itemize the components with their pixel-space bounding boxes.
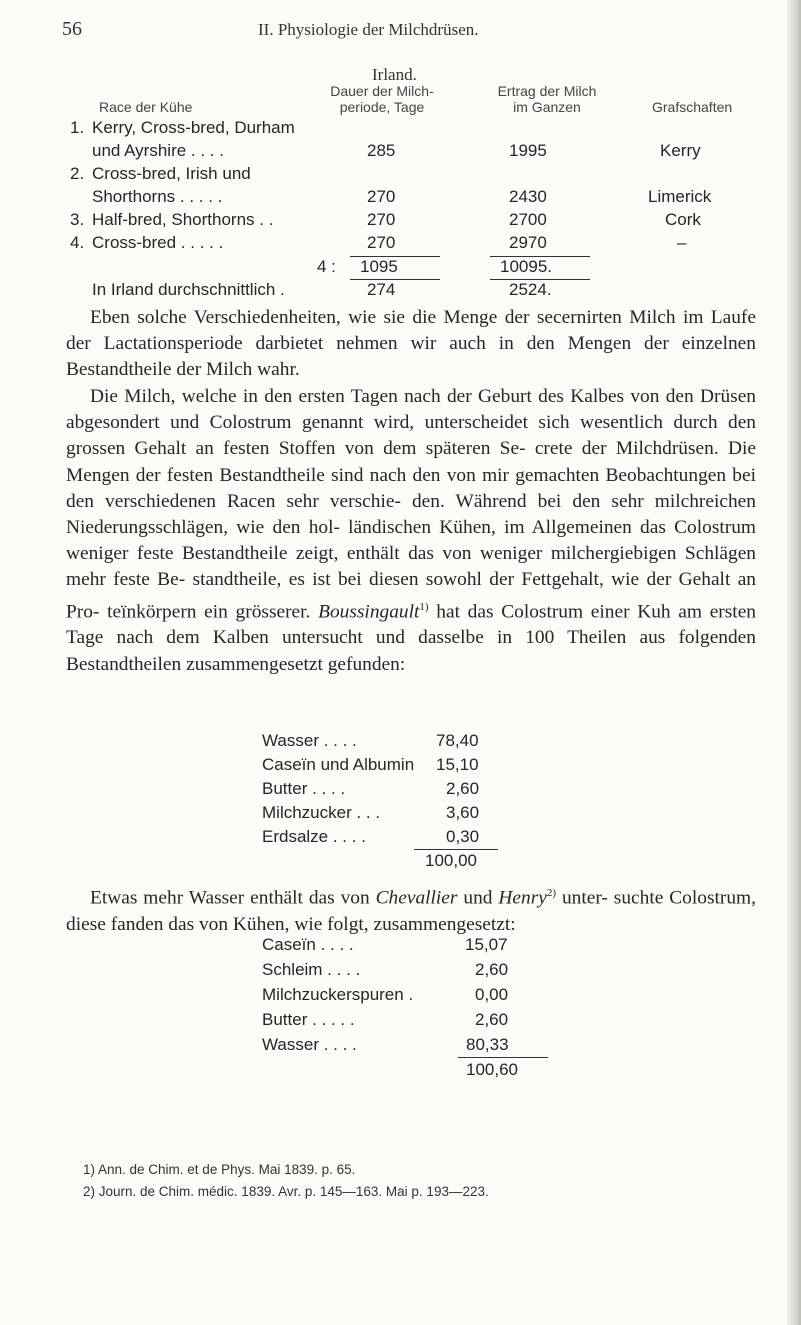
row-2-name-line1: Cross-bred, Irish und [92, 164, 251, 183]
list-2-item-5-value: 80,33 [466, 1035, 509, 1054]
list-1-item-4-label: Milchzucker . . . [262, 803, 381, 822]
average-label: In Irland durchschnittlich . [92, 280, 285, 299]
author-boussingault: Boussingault [318, 601, 420, 623]
list-1-item-2-value: 15,10 [436, 755, 479, 774]
footnote-2: 2) Journ. de Chim. médic. 1839. Avr. p. 145—163. Mai p. 193—223. [83, 1184, 489, 1199]
col-header-yield-line1: Ertrag der Milch [497, 83, 597, 99]
author-chevallier: Chevallier [375, 887, 458, 909]
list-2-item-4-value: 2,60 [475, 1010, 509, 1029]
paragraph-2-text-a: Die Milch, welche in den ersten Tagen nach der Geburt des Kalbes von den Drüsen abgesondert und Colostrum genannt wird, unterscheidet sich wesentlich durch den grossen Gehalt an festen Stoffen von dem späteren Se- crete der Milchdrüsen. Die Mengen der festen Bestandtheile sind nach den von mir gemachten Beobachtungen bei den verschiedenen Racen sehr verschie- den. Während bei den sehr milchreichen Niederungsschlägen, wie den hol- ländischen Kühen, im Allgemeinen das Colostrum weniger feste Bestandtheile zeigt, enthält das von weniger milchergiebigen Schlägen mehr feste Be- standtheile, es ist bei diesen sowohl der Fettgehalt, wie der Gehalt an Pro- teïnkörpern ein grösserer. [66, 386, 756, 623]
sum-days: 1095 [360, 257, 398, 276]
list-1-item-1-label: Wasser . . . . [262, 731, 357, 750]
row-1-yield: 1995 [509, 141, 547, 160]
list-2-item-2-value: 2,60 [475, 960, 509, 979]
list-1-total: 100,00 [425, 851, 477, 870]
row-3-county: Cork [665, 210, 701, 229]
author-henry: Henry [498, 887, 547, 909]
sum-yield: 10095. [500, 257, 552, 276]
list-2-item-5-label: Wasser . . . . [262, 1035, 357, 1054]
average-yield: 2524. [509, 280, 552, 299]
row-2-number: 2. [70, 164, 85, 183]
row-2-yield: 2430 [509, 187, 547, 206]
page-edge-shadow [787, 0, 801, 1325]
paragraph-3-and: und [463, 887, 493, 909]
paragraph-2-text-b: hat das Colostrum einer Kuh am ersten Tage nach dem Kalben untersucht und dasselbe in 100 Theilen aus folgenden Bestandtheilen zusammengesetzt gefunden: [66, 601, 756, 675]
col-header-period-line2: periode, Tage [339, 99, 425, 115]
list-2-item-4-label: Butter . . . . . [262, 1010, 355, 1029]
list-1-item-3-value: 2,60 [446, 779, 480, 798]
row-2-county: Limerick [648, 187, 712, 206]
paragraph-2 [66, 384, 756, 678]
row-1-county: Kerry [660, 141, 701, 160]
page-number: 56 [62, 18, 82, 40]
row-3-number: 3. [70, 210, 85, 229]
footnote-ref-2: 2) [546, 887, 557, 899]
row-2-days: 270 [367, 187, 396, 206]
col-header-county: Grafschaften [652, 99, 733, 115]
col-header-yield [487, 83, 607, 115]
list-1-item-1-value: 78,40 [436, 731, 479, 750]
row-1-number: 1. [70, 118, 85, 137]
row-4-days: 270 [367, 233, 396, 252]
col-header-period-line1: Dauer der Milch- [330, 83, 434, 99]
paragraph-1: Eben solche Verschiedenheiten, wie sie die Menge der secernirten Milch im Laufe der Lactationsperiode darbietet nehmen wir auch in den Mengen der einzelnen Bestandtheile der Milch wahr. [66, 307, 756, 381]
row-1-name-line2: und Ayrshire . . . . [92, 141, 224, 160]
list-2-total-rule [458, 1057, 548, 1058]
table-title: Irland. [372, 65, 417, 84]
list-2-item-1-label: Caseïn . . . . [262, 935, 354, 954]
row-2-name-line2: Shorthorns . . . . . [92, 187, 223, 206]
row-4-yield: 2970 [509, 233, 547, 252]
list-1-item-5-label: Erdsalze . . . . [262, 827, 366, 846]
row-3-yield: 2700 [509, 210, 547, 229]
col-header-race: Race der Kühe [99, 99, 193, 115]
paragraph-3 [66, 880, 756, 938]
row-3-name: Half-bred, Shorthorns . . [92, 210, 274, 229]
list-1-item-2-label: Caseïn und Albumin [262, 755, 415, 774]
col-header-yield-line2: im Ganzen [513, 99, 581, 115]
list-2-item-1-value: 15,07 [465, 935, 508, 954]
sum-label: 4 : [317, 257, 336, 276]
col-header-period [302, 83, 462, 115]
paragraph-3-text-a: Etwas mehr Wasser enthält das von [90, 887, 370, 909]
list-1-item-3-label: Butter . . . . [262, 779, 346, 798]
row-1-days: 285 [367, 141, 396, 160]
list-2-total: 100,60 [466, 1060, 518, 1079]
list-2-item-3-value: 0,00 [475, 985, 509, 1004]
row-4-name: Cross-bred . . . . . [92, 233, 224, 252]
row-4-county: – [677, 233, 687, 252]
list-1-item-5-value: 0,30 [446, 827, 480, 846]
row-4-number: 4. [70, 233, 85, 252]
paragraph-3-text-b: unter- suchte Colostrum, diese fanden das von Kühen, wie folgt, zusammengesetzt: [66, 887, 756, 935]
list-2-item-2-label: Schleim . . . . [262, 960, 361, 979]
footnote-1: 1) Ann. de Chim. et de Phys. Mai 1839. p. 65. [83, 1162, 356, 1177]
running-title: II. Physiologie der Milchdrüsen. [258, 20, 479, 39]
row-1-name-line1: Kerry, Cross-bred, Durham [92, 118, 295, 137]
list-1-item-4-value: 3,60 [446, 803, 480, 822]
list-2-item-3-label: Milchzuckerspuren . [262, 985, 414, 1004]
list-1-total-rule [414, 849, 498, 850]
row-3-days: 270 [367, 210, 396, 229]
average-days: 274 [367, 280, 396, 299]
footnote-ref-1: 1) [419, 600, 429, 613]
